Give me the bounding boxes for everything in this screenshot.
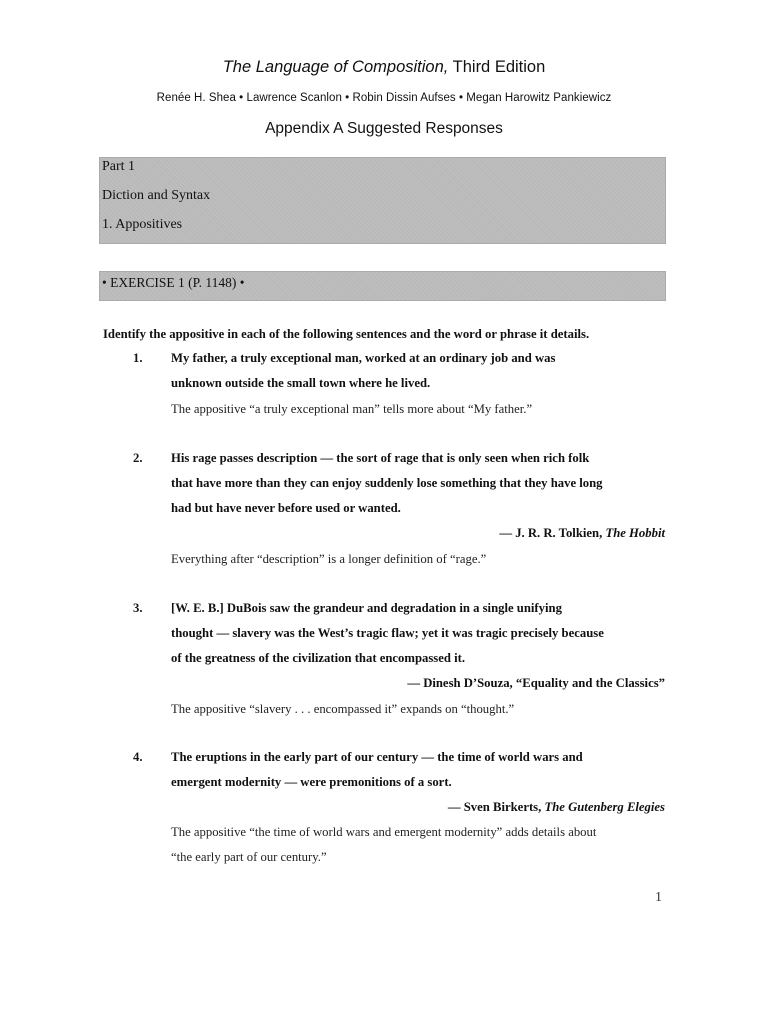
- instructions: Identify the appositive in each of the following sentences and the word or phrase it details.: [103, 327, 590, 341]
- suggested-response: Everything after “description” is a longer definition of “rage.”: [171, 552, 487, 566]
- book-title-edition: Third Edition: [448, 58, 546, 76]
- appendix-heading: Appendix A Suggested Responses: [265, 120, 503, 137]
- item-number: 1.: [133, 351, 143, 365]
- exercise-label: • EXERCISE 1 (P. 1148) •: [102, 275, 245, 290]
- sentence-line: had but have never before used or wanted.: [171, 501, 401, 515]
- book-title: [0, 58, 768, 77]
- sentence-line: that have more than they can enjoy suddenly lose something that they have long: [171, 476, 603, 490]
- sentence-line: emergent modernity — were premonitions of a sort.: [171, 775, 452, 789]
- sentence-line: His rage passes description — the sort of rage that is only seen when rich folk: [171, 451, 590, 465]
- suggested-response: The appositive “a truly exceptional man” tells more about “My father.”: [171, 402, 533, 416]
- sentence-line: thought — slavery was the West’s tragic flaw; yet it was tragic precisely because: [171, 626, 604, 640]
- page-number: 1: [655, 890, 662, 905]
- attribution: [407, 676, 665, 691]
- sentence-line: [W. E. B.] DuBois saw the grandeur and degradation in a single unifying: [171, 601, 562, 615]
- exercise-heading-block: [99, 271, 666, 301]
- attribution-work: The Gutenberg Elegies: [544, 800, 665, 814]
- section-label: Diction and Syntax: [102, 188, 211, 203]
- sentence-line: of the greatness of the civilization that encompassed it.: [171, 651, 466, 665]
- attribution-author: — Dinesh D’Souza, “Equality and the Classics”: [407, 676, 665, 690]
- item-number: 4.: [133, 750, 143, 764]
- attribution-author: — Sven Birkerts,: [447, 800, 545, 814]
- part-label: Part 1: [102, 159, 136, 174]
- attribution: [448, 800, 665, 815]
- item-number: 3.: [133, 601, 143, 615]
- suggested-response: “the early part of our century.”: [171, 850, 327, 864]
- sentence-line: unknown outside the small town where he lived.: [171, 376, 431, 390]
- attribution: [499, 526, 665, 541]
- sentence-line: My father, a truly exceptional man, worked at an ordinary job and was: [171, 351, 556, 365]
- book-title-italic: The Language of Composition,: [222, 58, 449, 76]
- attribution-author: — J. R. R. Tolkien,: [499, 526, 606, 540]
- authors-line: Renée H. Shea • Lawrence Scanlon • Robin Dissin Aufses • Megan Harowitz Pankiewicz: [156, 92, 612, 104]
- attribution-work: The Hobbit: [605, 526, 665, 540]
- suggested-response: The appositive “slavery . . . encompassed it” expands on “thought.”: [171, 702, 515, 716]
- sentence-line: The eruptions in the early part of our century — the time of world wars and: [171, 750, 583, 764]
- item-number: 2.: [133, 451, 143, 465]
- suggested-response: The appositive “the time of world wars and emergent modernity” adds details about: [171, 825, 597, 839]
- part-heading-block: [99, 157, 666, 244]
- subsection-label: 1. Appositives: [102, 217, 183, 232]
